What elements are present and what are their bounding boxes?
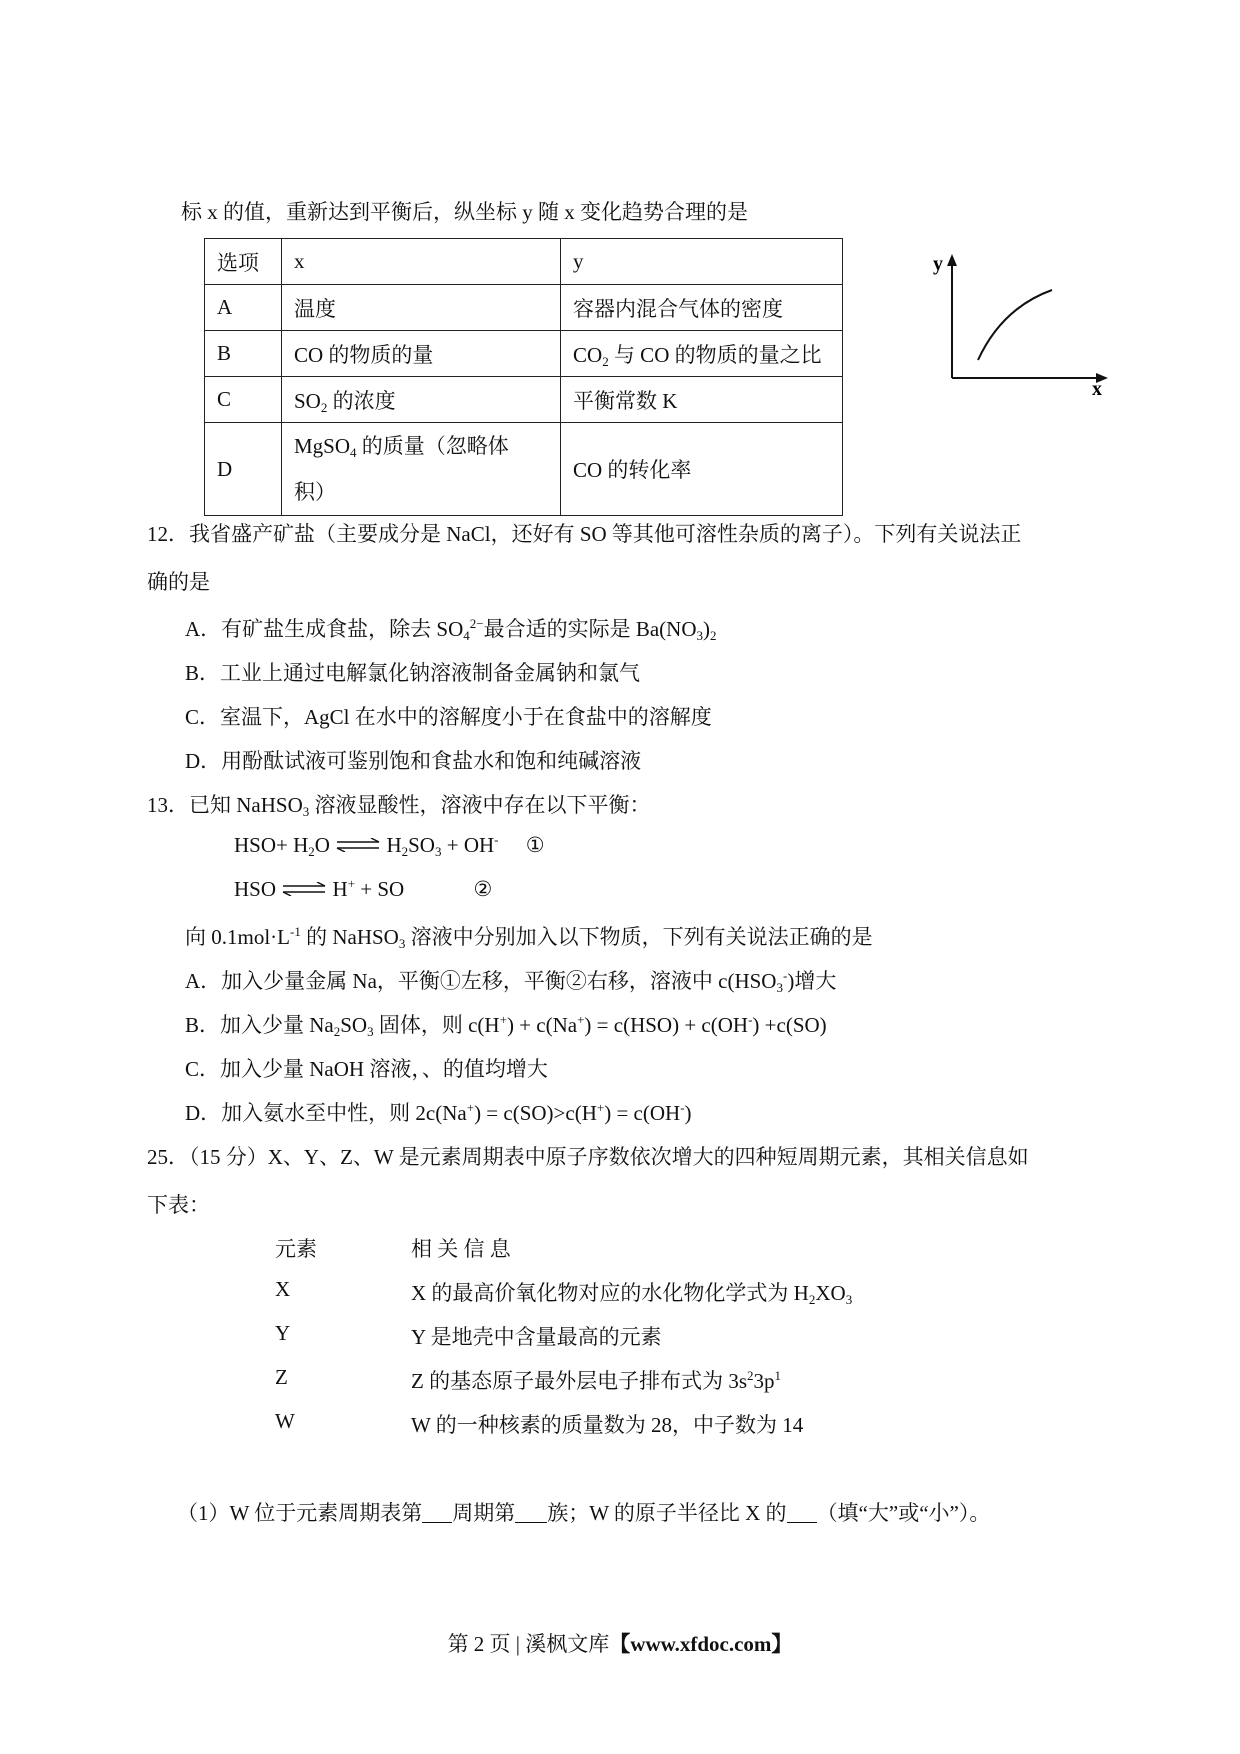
table-row <box>205 423 843 516</box>
x-cell: CO 的物质的量 <box>282 331 561 377</box>
y-cell: CO 的转化率 <box>561 423 843 516</box>
x-cell: MgSO$_4$ 的质量（忽略体 积） <box>282 423 561 516</box>
info-table-header <box>275 1233 975 1263</box>
equilibrium-2-marker: ② <box>473 877 493 901</box>
equilibrium-arrow-icon <box>281 882 327 896</box>
equilibrium-1-marker: ① <box>525 833 545 857</box>
q13-option-c: C．加入少量 NaOH 溶液，、的值均增大 <box>185 1057 548 1081</box>
answer-blank <box>422 1502 452 1523</box>
table-row <box>205 285 843 331</box>
q25-subquestion-1: （1）W 位于元素周期表第 周期第 族；W 的原子半径比 X 的 （填“大”或“小”）。 <box>177 1501 991 1525</box>
info-row-z: Z Z 的基态原子最外层电子排布式为 $3s^23p^1$ <box>275 1365 781 1393</box>
option-label: C <box>205 377 282 423</box>
trend-graph <box>928 252 1114 398</box>
answer-blank <box>515 1502 547 1523</box>
answer-blank <box>787 1502 817 1523</box>
x-cell: $SO_2$ 的浓度 <box>282 377 561 423</box>
q13-equilibrium-1: $HSO+ H_2O$ $H_2SO_3 + OH^-$ ① <box>234 832 545 859</box>
info-column-header: 相 关 信 息 <box>411 1237 511 1261</box>
header-x: x <box>282 239 561 285</box>
table-row <box>205 331 843 377</box>
q12-stem-line2: 确的是 <box>147 570 210 594</box>
q12-stem-line1: 12．我省盛产矿盐（主要成分是 NaCl，还好有 SO 等其他可溶性杂质的离子）。下列有关说法正 <box>147 522 1022 546</box>
header-y: y <box>561 239 843 285</box>
y-cell: $CO_2$ 与 CO 的物质的量之比 <box>561 331 843 377</box>
q12-option-b: B．工业上通过电解氯化钠溶液制备金属钠和氯气 <box>185 661 641 685</box>
option-label: A <box>205 285 282 331</box>
y-cell: 平衡常数 K <box>561 377 843 423</box>
q13-option-b: B．加入少量 $Na_2SO_3$ 固体，则 c(H+) + c(Na+) = c(HSO) + c(OH-) +c(SO) <box>185 1012 827 1039</box>
info-row-w: W W 的一种核素的质量数为 28，中子数为 14 <box>275 1409 804 1437</box>
y-axis-arrow <box>947 254 957 266</box>
q12-option-d: D．用酚酞试液可鉴别饱和食盐水和饱和纯碱溶液 <box>185 749 642 773</box>
q13-stem: 13．已知 NaHSO$_3$ 溶液显酸性，溶液中存在以下平衡： <box>147 793 651 819</box>
q13-equilibrium-2: HSO H+ + SO ② <box>234 876 493 901</box>
q13-option-a: A．加入少量金属 Na，平衡①左移，平衡②右移，溶液中 $c(HSO_3^-)$增大 <box>185 968 837 995</box>
info-row-y: Y Y 是地壳中含量最高的元素 <box>275 1321 662 1349</box>
equilibrium-arrow-icon <box>335 838 381 852</box>
q12-option-a: A．有矿盐生成食盐，除去 $SO_4^{2-}$最合适的实际是 $Ba(NO_3)_2$ <box>185 616 717 643</box>
y-cell: 容器内混合气体的密度 <box>561 285 843 331</box>
element-column-header: 元素 <box>275 1237 317 1261</box>
x-cell: 温度 <box>282 285 561 331</box>
q25-stem-line2: 下表： <box>147 1193 210 1217</box>
option-label: D <box>205 423 282 516</box>
y-axis-label: y <box>933 253 943 275</box>
page-footer: 第 2 页 | 溪枫文库【www.xfdoc.com】 <box>447 1632 793 1656</box>
q12-option-c: C．室温下，AgCl 在水中的溶解度小于在食盐中的溶解度 <box>185 705 712 729</box>
header-option: 选项 <box>205 239 282 285</box>
q25-stem-line1: 25．（15 分）X、Y、Z、W 是元素周期表中原子序数依次增大的四种短周期元素，其相关信息如 <box>147 1145 1029 1169</box>
q13-option-d: D．加入氨水至中性，则 2c(Na+) = c(SO)>c(H+) = c(OH-) <box>185 1100 692 1125</box>
table-row <box>205 377 843 423</box>
option-label: B <box>205 331 282 377</box>
option-table <box>204 238 843 516</box>
info-row-x: X X 的最高价氧化物对应的水化物化学式为 $H_2XO_3$ <box>275 1277 853 1307</box>
q13-prompt: 向 $0.1mol\cdot L^{-1}$ 的 NaHSO$_3$ 溶液中分别加入以下物质，下列有关说法正确的是 <box>185 924 873 951</box>
footer-site-link[interactable]: 【www.xfdoc.com】 <box>609 1632 793 1656</box>
intro-line: 标 x 的值，重新达到平衡后，纵坐标 y 随 x 变化趋势合理的是 <box>181 200 748 224</box>
table-header-row <box>205 239 843 285</box>
trend-curve <box>978 290 1052 360</box>
x-axis-label: x <box>1092 378 1102 398</box>
